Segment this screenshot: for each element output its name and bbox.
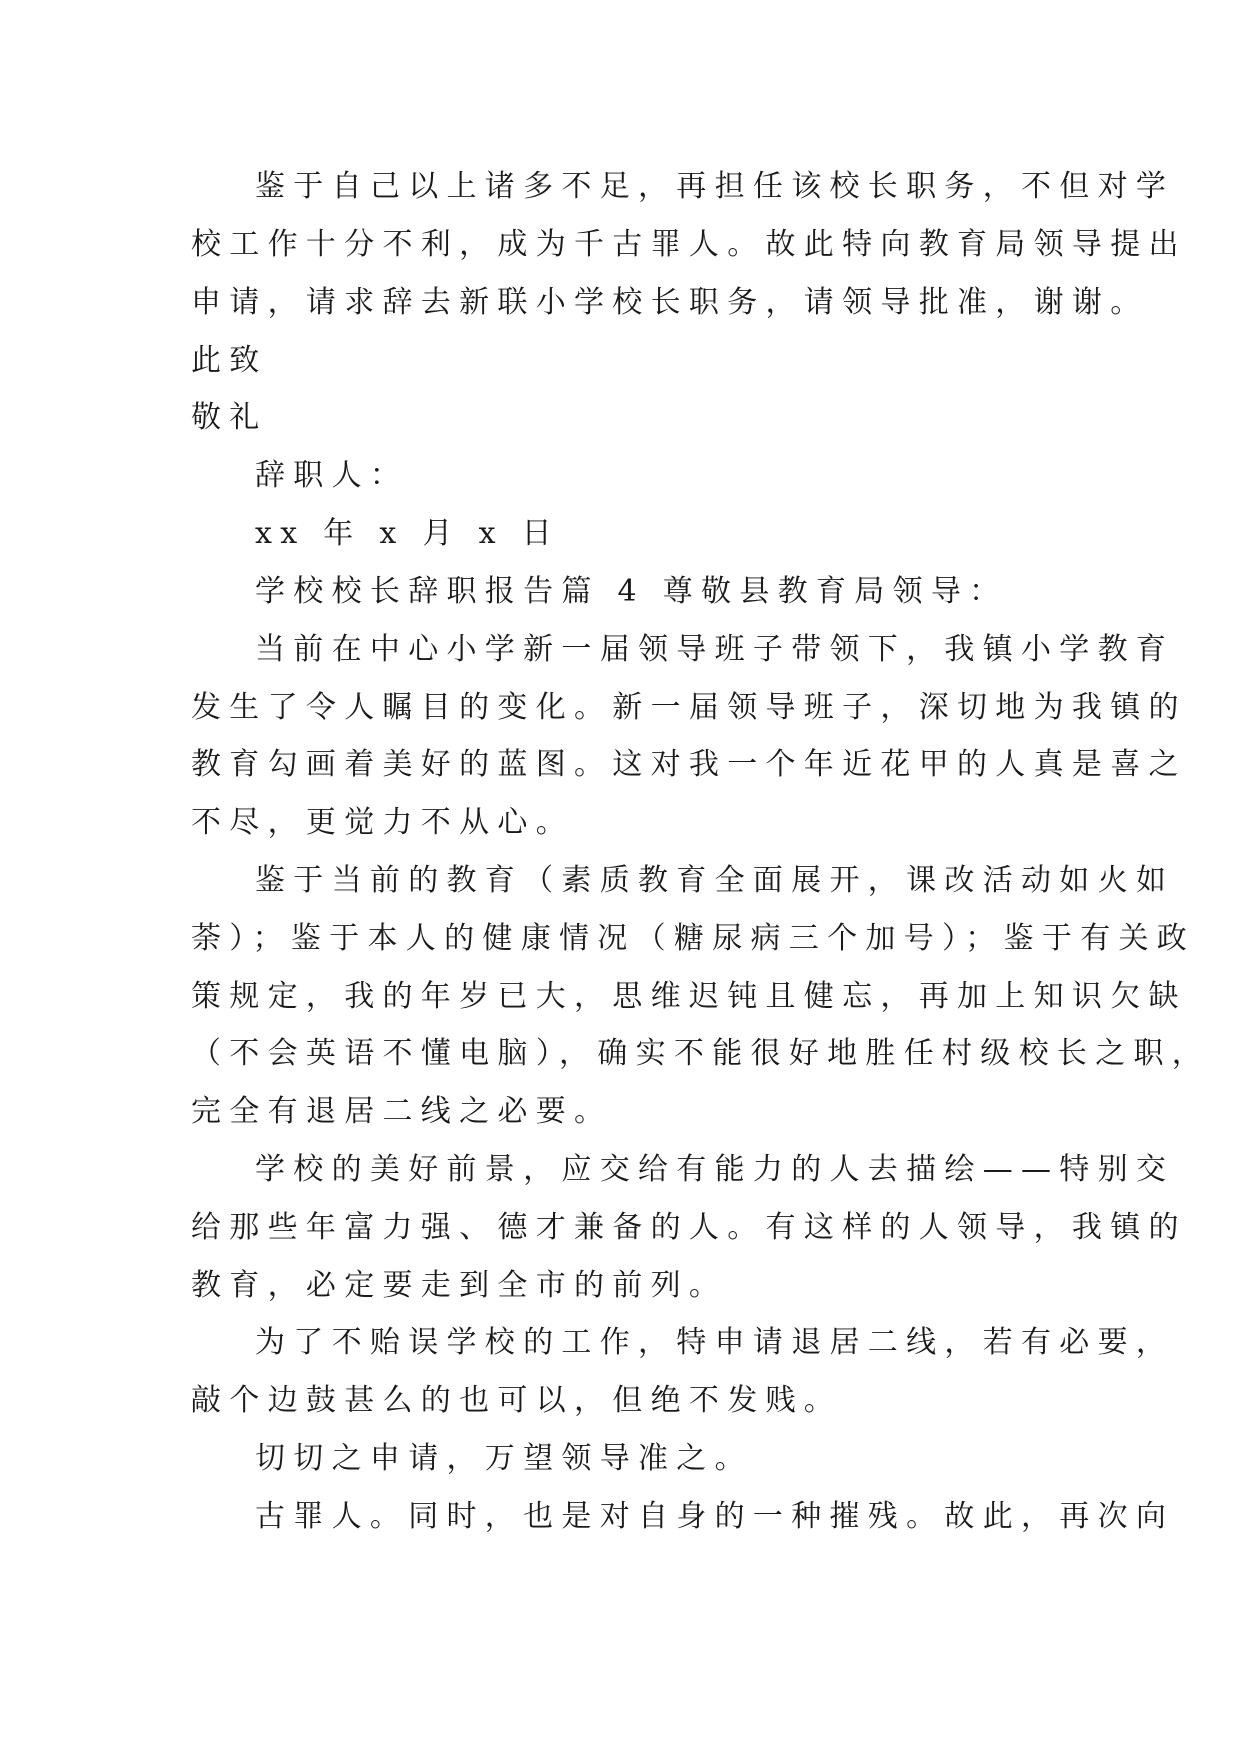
date-line: xx 年 x 月 x 日 <box>255 516 560 551</box>
text-line: 教育勾画着美好的蓝图。这对我一个年近花甲的人真是喜之 <box>191 747 1187 782</box>
text-line: 当前在中心小学新一届领导班子带领下，我镇小学教育 <box>255 632 1175 667</box>
text-line: 策规定，我的年岁已大，思维迟钝且健忘，再加上知识欠缺 <box>191 979 1187 1014</box>
signature-label: 辞职人： <box>255 458 409 493</box>
text-line: 鉴于当前的教育（素质教育全面展开，课改活动如火如 <box>255 863 1175 898</box>
text-line: 学校的美好前景，应交给有能力的人去描绘——特别交 <box>255 1152 1175 1187</box>
text-line: 校工作十分不利，成为千古罪人。故此特向教育局领导提出 <box>191 227 1187 262</box>
text-line: 敲个边鼓甚么的也可以，但绝不发贱。 <box>191 1383 843 1418</box>
text-line: 荼）；鉴于本人的健康情况（糖尿病三个加号）；鉴于有关政 <box>191 921 1196 956</box>
closing-line: 此致 <box>191 343 268 378</box>
text-line: 为了不贻误学校的工作，特申请退居二线，若有必要， <box>255 1325 1175 1360</box>
text-line: 鉴于自己以上诸多不足，再担任该校长职务，不但对学 <box>255 169 1175 204</box>
text-line: 完全有退居二线之必要。 <box>191 1094 613 1129</box>
section-heading: 学校校长辞职报告篇 4 尊敬县教育局领导： <box>255 574 1008 609</box>
text-line: 教育，必定要走到全市的前列。 <box>191 1268 728 1303</box>
text-line: 给那些年富力强、德才兼备的人。有这样的人领导，我镇的 <box>191 1210 1187 1245</box>
text-line: 申请，请求辞去新联小学校长职务，请领导批准，谢谢。 <box>191 285 1149 320</box>
text-line: 不尽，更觉力不从心。 <box>191 805 574 840</box>
text-line: 发生了令人瞩目的变化。新一届领导班子，深切地为我镇的 <box>191 690 1187 725</box>
text-line: 切切之申请，万望领导准之。 <box>255 1441 753 1476</box>
text-line: （不会英语不懂电脑），确实不能很好地胜任村级校长之职， <box>191 1036 1211 1071</box>
closing-line: 敬礼 <box>191 400 268 435</box>
text-line: 古罪人。同时，也是对自身的一种摧残。故此，再次向 <box>255 1499 1175 1534</box>
